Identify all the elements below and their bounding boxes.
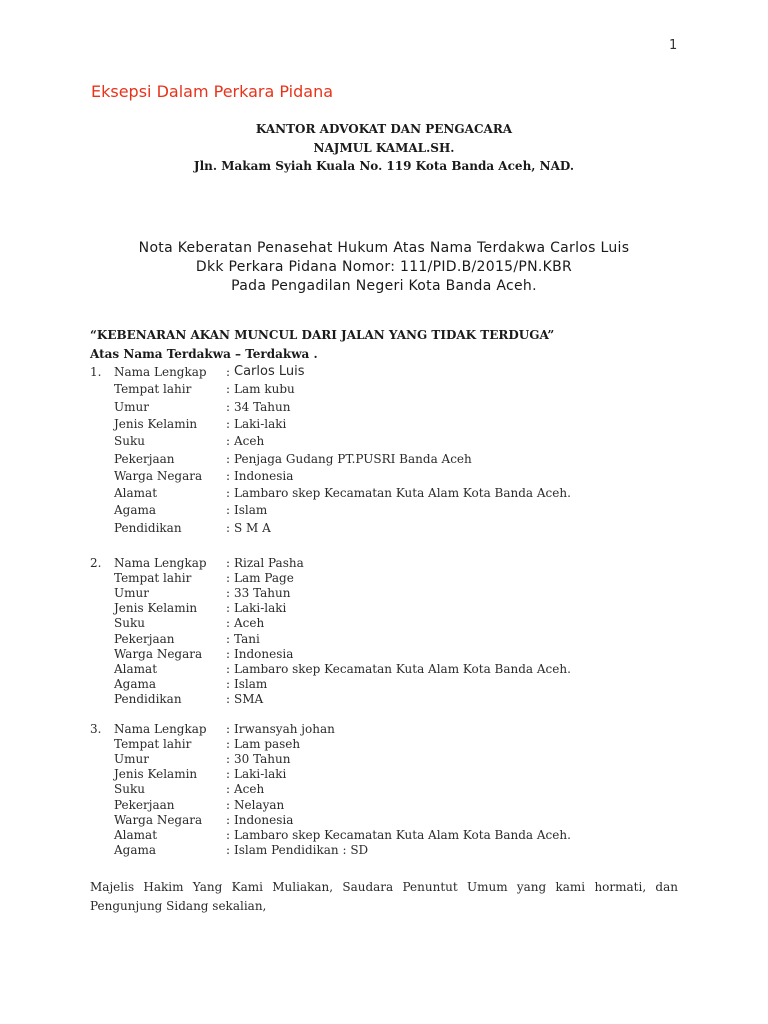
field-value: Aceh [234, 616, 265, 631]
field-value: Aceh [234, 434, 265, 449]
field-separator: : [226, 434, 231, 449]
field-label: Jenis Kelamin [114, 601, 198, 616]
field-label: Umur [114, 752, 149, 767]
letterhead-office: KANTOR ADVOKAT DAN PENGACARA [255, 122, 513, 136]
field-label: Jenis Kelamin [114, 767, 198, 782]
field-separator: : [226, 691, 231, 706]
field-value: Lam Page [234, 571, 294, 586]
field-separator: : [226, 468, 231, 483]
field-label: Warga Negara [114, 812, 203, 827]
defendant-number: 1. [90, 365, 102, 379]
field-label: Tempat lahir [114, 571, 192, 586]
nota-line-3: Pada Pengadilan Negeri Kota Banda Aceh. [231, 278, 537, 294]
field-separator: : [226, 503, 231, 518]
field-label: Alamat [114, 661, 158, 676]
field-separator: : [226, 676, 231, 691]
field-label: Pendidikan [114, 520, 182, 535]
field-value: Laki-laki [234, 416, 287, 431]
field-separator: : [226, 722, 231, 736]
field-separator: : [226, 520, 231, 535]
field-value: Rizal Pasha [234, 556, 304, 570]
field-value: Indonesia [234, 468, 294, 483]
field-separator: : [226, 486, 231, 501]
field-separator: : [226, 782, 231, 797]
field-value: S M A [234, 520, 271, 535]
field-value: Tani [234, 631, 260, 646]
field-value: Islam [234, 676, 268, 691]
nota-line-2: Dkk Perkara Pidana Nomor: 111/PID.B/2015/PN.KBR [195, 259, 573, 275]
field-label: Suku [114, 782, 145, 797]
nota-line-1: Nota Keberatan Penasehat Hukum Atas Nama Terdakwa Carlos Luis [138, 240, 630, 256]
field-label: Agama [114, 676, 157, 691]
field-separator: : [226, 571, 231, 586]
field-value: 30 Tahun [234, 752, 291, 767]
field-label: Tempat lahir [114, 382, 192, 397]
field-separator: : [226, 752, 231, 767]
letterhead-address: Jln. Makam Syiah Kuala No. 119 Kota Banda Aceh, NAD. [193, 159, 575, 173]
field-label: Jenis Kelamin [114, 416, 198, 431]
field-value: Laki-laki [234, 601, 287, 616]
field-value: Lam paseh [234, 737, 301, 752]
field-separator: : [226, 631, 231, 646]
field-label: Alamat [114, 827, 158, 842]
field-value: Carlos Luis [234, 364, 305, 379]
field-label: Warga Negara [114, 468, 203, 483]
defendant-number: 3. [90, 722, 102, 736]
field-value: Islam Pendidikan : SD [234, 842, 369, 857]
field-label: Umur [114, 586, 149, 601]
field-separator: : [226, 586, 231, 601]
field-value: 34 Tahun [234, 399, 291, 414]
field-label: Pendidikan [114, 691, 182, 706]
field-value: Nelayan [234, 797, 285, 812]
field-label: Tempat lahir [114, 737, 192, 752]
field-label: Suku [114, 434, 145, 449]
field-separator: : [226, 601, 231, 616]
field-separator: : [226, 365, 231, 379]
field-value: Irwansyah johan [234, 722, 335, 736]
closing-paragraph: Majelis Hakim Yang Kami Muliakan, Saudara Penuntut Umum yang kami hormati, dan Pengunjung Sidang sekalian, [90, 880, 678, 913]
defendant-number: 2. [90, 556, 102, 570]
field-separator: : [226, 661, 231, 676]
on-behalf-heading: Atas Nama Terdakwa – Terdakwa . [90, 347, 318, 361]
field-label: Warga Negara [114, 646, 203, 661]
field-label: Agama [114, 842, 157, 857]
motto-quote: “KEBENARAN AKAN MUNCUL DARI JALAN YANG TIDAK TERDUGA” [90, 328, 555, 342]
field-separator: : [226, 812, 231, 827]
field-value: SMA [234, 691, 264, 706]
field-separator: : [226, 616, 231, 631]
field-label: Pekerjaan [114, 631, 175, 646]
field-label: Pekerjaan [114, 451, 175, 466]
field-value: Islam [234, 503, 268, 518]
field-value: Indonesia [234, 646, 294, 661]
field-label: Suku [114, 616, 145, 631]
field-separator: : [226, 737, 231, 752]
field-separator: : [226, 797, 231, 812]
field-value: Laki-laki [234, 767, 287, 782]
field-value: Penjaga Gudang PT.PUSRI Banda Aceh [234, 451, 472, 466]
document-title: Eksepsi Dalam Perkara Pidana [91, 82, 334, 101]
field-separator: : [226, 399, 231, 414]
field-separator: : [226, 451, 231, 466]
field-value: Lambaro skep Kecamatan Kuta Alam Kota Banda Aceh. [234, 661, 571, 676]
field-separator: : [226, 556, 231, 570]
field-label: Umur [114, 399, 149, 414]
field-separator: : [226, 646, 231, 661]
field-label: Pekerjaan [114, 797, 175, 812]
field-label: Agama [114, 503, 157, 518]
field-label: Nama Lengkap [114, 722, 207, 736]
field-value: Lambaro skep Kecamatan Kuta Alam Kota Banda Aceh. [234, 486, 571, 501]
page-number: 1 [669, 38, 678, 53]
field-label: Nama Lengkap [114, 556, 207, 570]
field-separator: : [226, 842, 231, 857]
field-value: Aceh [234, 782, 265, 797]
field-separator: : [226, 382, 231, 397]
field-separator: : [226, 416, 231, 431]
field-label: Nama Lengkap [114, 365, 207, 379]
field-value: Indonesia [234, 812, 294, 827]
field-value: Lambaro skep Kecamatan Kuta Alam Kota Banda Aceh. [234, 827, 571, 842]
field-separator: : [226, 827, 231, 842]
letterhead-name: NAJMUL KAMAL.SH. [313, 141, 455, 155]
field-value: 33 Tahun [234, 586, 291, 601]
field-value: Lam kubu [234, 382, 295, 397]
field-label: Alamat [114, 486, 158, 501]
field-separator: : [226, 767, 231, 782]
